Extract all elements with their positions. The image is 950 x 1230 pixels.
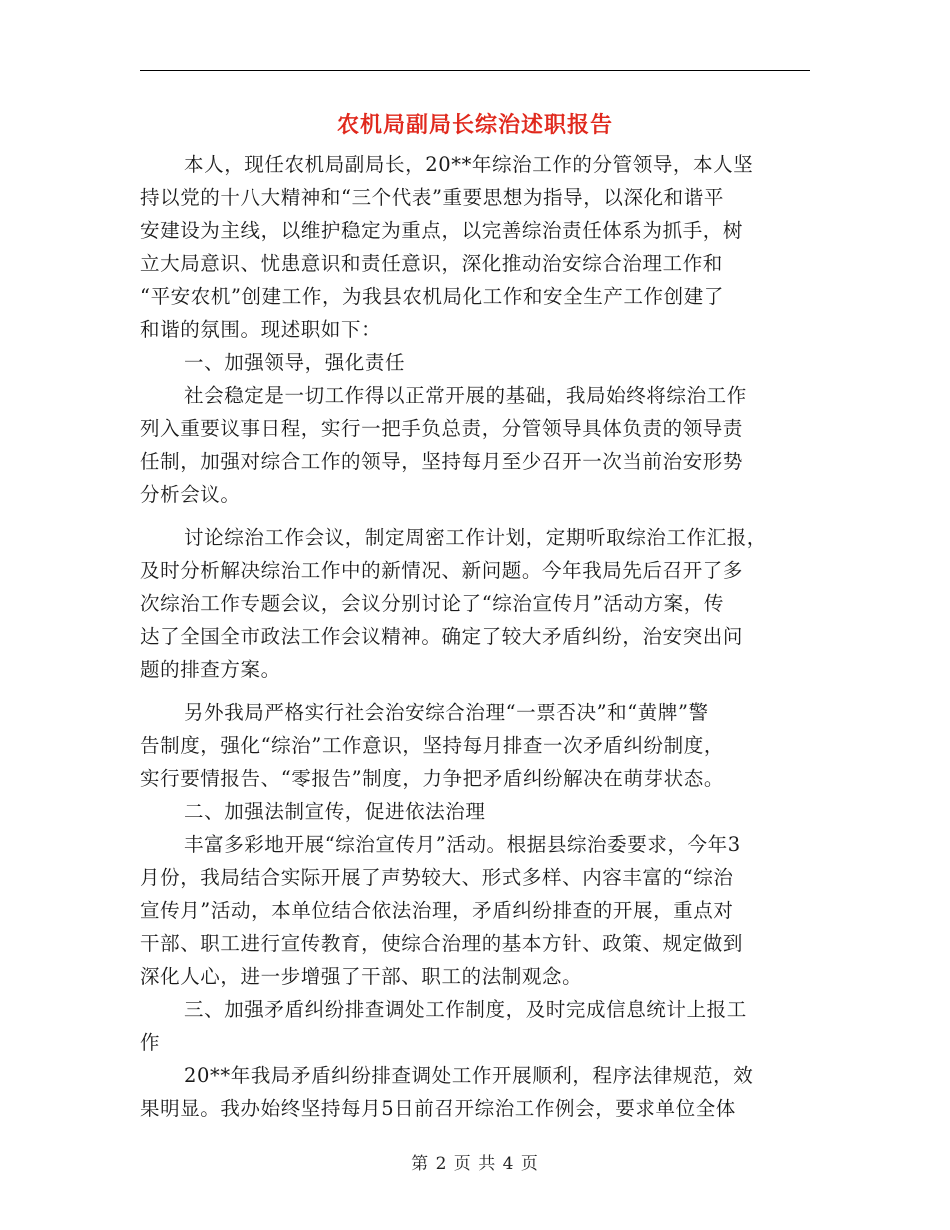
paragraph-gap — [140, 686, 812, 696]
body-line: 分析会议。 — [140, 483, 241, 506]
paragraph-gap — [140, 511, 812, 521]
body-line: 另外我局严格实行社会治安综合治理“一票否决”和“黄牌”警 — [184, 701, 709, 724]
body-line: 社会稳定是一切工作得以正常开展的基础，我局始终将综治工作 — [184, 384, 747, 407]
body-line: 任制，加强对综合工作的领导，坚持每月至少召开一次当前治安形势 — [140, 450, 744, 473]
body-line: 本人，现任农机局副局长，20**年综治工作的分管领导，本人坚 — [184, 153, 754, 176]
page-number-footer: 第 2 页 共 4 页 — [411, 1154, 539, 1174]
section-heading-continued: 作 — [140, 1031, 161, 1054]
body-line: 和谐的氛围。现述职如下： — [140, 318, 382, 341]
section-heading: 三、加强矛盾纠纷排查调处工作制度，及时完成信息统计上报工 — [184, 998, 747, 1021]
section-heading: 二、加强法制宣传，促进依法治理 — [184, 800, 486, 823]
body-line: 讨论综治工作会议，制定周密工作计划，定期听取综治工作汇报， — [184, 526, 767, 549]
body-line: 宣传月”活动，本单位结合依法治理，矛盾纠纷排查的开展，重点对 — [140, 899, 734, 922]
body-line: 干部、职工进行宣传教育，使综合治理的基本方针、政策、规定做到 — [140, 932, 744, 955]
body-line: 20**年我局矛盾纠纷排查调处工作开展顺利，程序法律规范，效 — [184, 1064, 754, 1087]
document-title: 农机局副局长综治述职报告 — [336, 112, 613, 138]
body-line: 丰富多彩地开展“综治宣传月”活动。根据县综治委要求，今年3 — [184, 833, 741, 856]
body-line: 及时分析解决综治工作中的新情况、新问题。今年我局先后召开了多 — [140, 559, 744, 582]
body-line: 实行要情报告、“零报告”制度，力争把矛盾纠纷解决在萌芽状态。 — [140, 767, 724, 790]
header-rule — [140, 70, 810, 71]
body-line: 果明显。我办始终坚持每月5日前召开综治工作例会，要求单位全体 — [140, 1097, 736, 1120]
body-line: 深化人心，进一步增强了干部、职工的法制观念。 — [140, 965, 583, 988]
body-line: “平安农机”创建工作，为我县农机局化工作和安全生产工作创建了 — [140, 285, 724, 308]
body-line: 达了全国全市政法工作会议精神。确定了较大矛盾纠纷，治安突出问 — [140, 625, 744, 648]
body-line: 月份，我局结合实际开展了声势较大、形式多样、内容丰富的“综治 — [140, 866, 734, 889]
body-line: 列入重要议事日程，实行一把手负总责，分管领导具体负责的领导责 — [140, 417, 744, 440]
body-line: 题的排查方案。 — [140, 658, 281, 681]
body-line: 安建设为主线，以维护稳定为重点，以完善综治责任体系为抓手，树 — [140, 219, 744, 242]
document-body — [140, 148, 812, 1125]
body-line: 告制度，强化“综治”工作意识，坚持每月排查一次矛盾纠纷制度， — [140, 734, 724, 757]
body-line: 次综治工作专题会议，会议分别讨论了“综治宣传月”活动方案，传 — [140, 592, 724, 615]
body-line: 持以党的十八大精神和“三个代表”重要思想为指导，以深化和谐平 — [140, 186, 724, 209]
section-heading: 一、加强领导，强化责任 — [184, 351, 406, 374]
body-line: 立大局意识、忧患意识和责任意识，深化推动治安综合治理工作和 — [140, 252, 723, 275]
